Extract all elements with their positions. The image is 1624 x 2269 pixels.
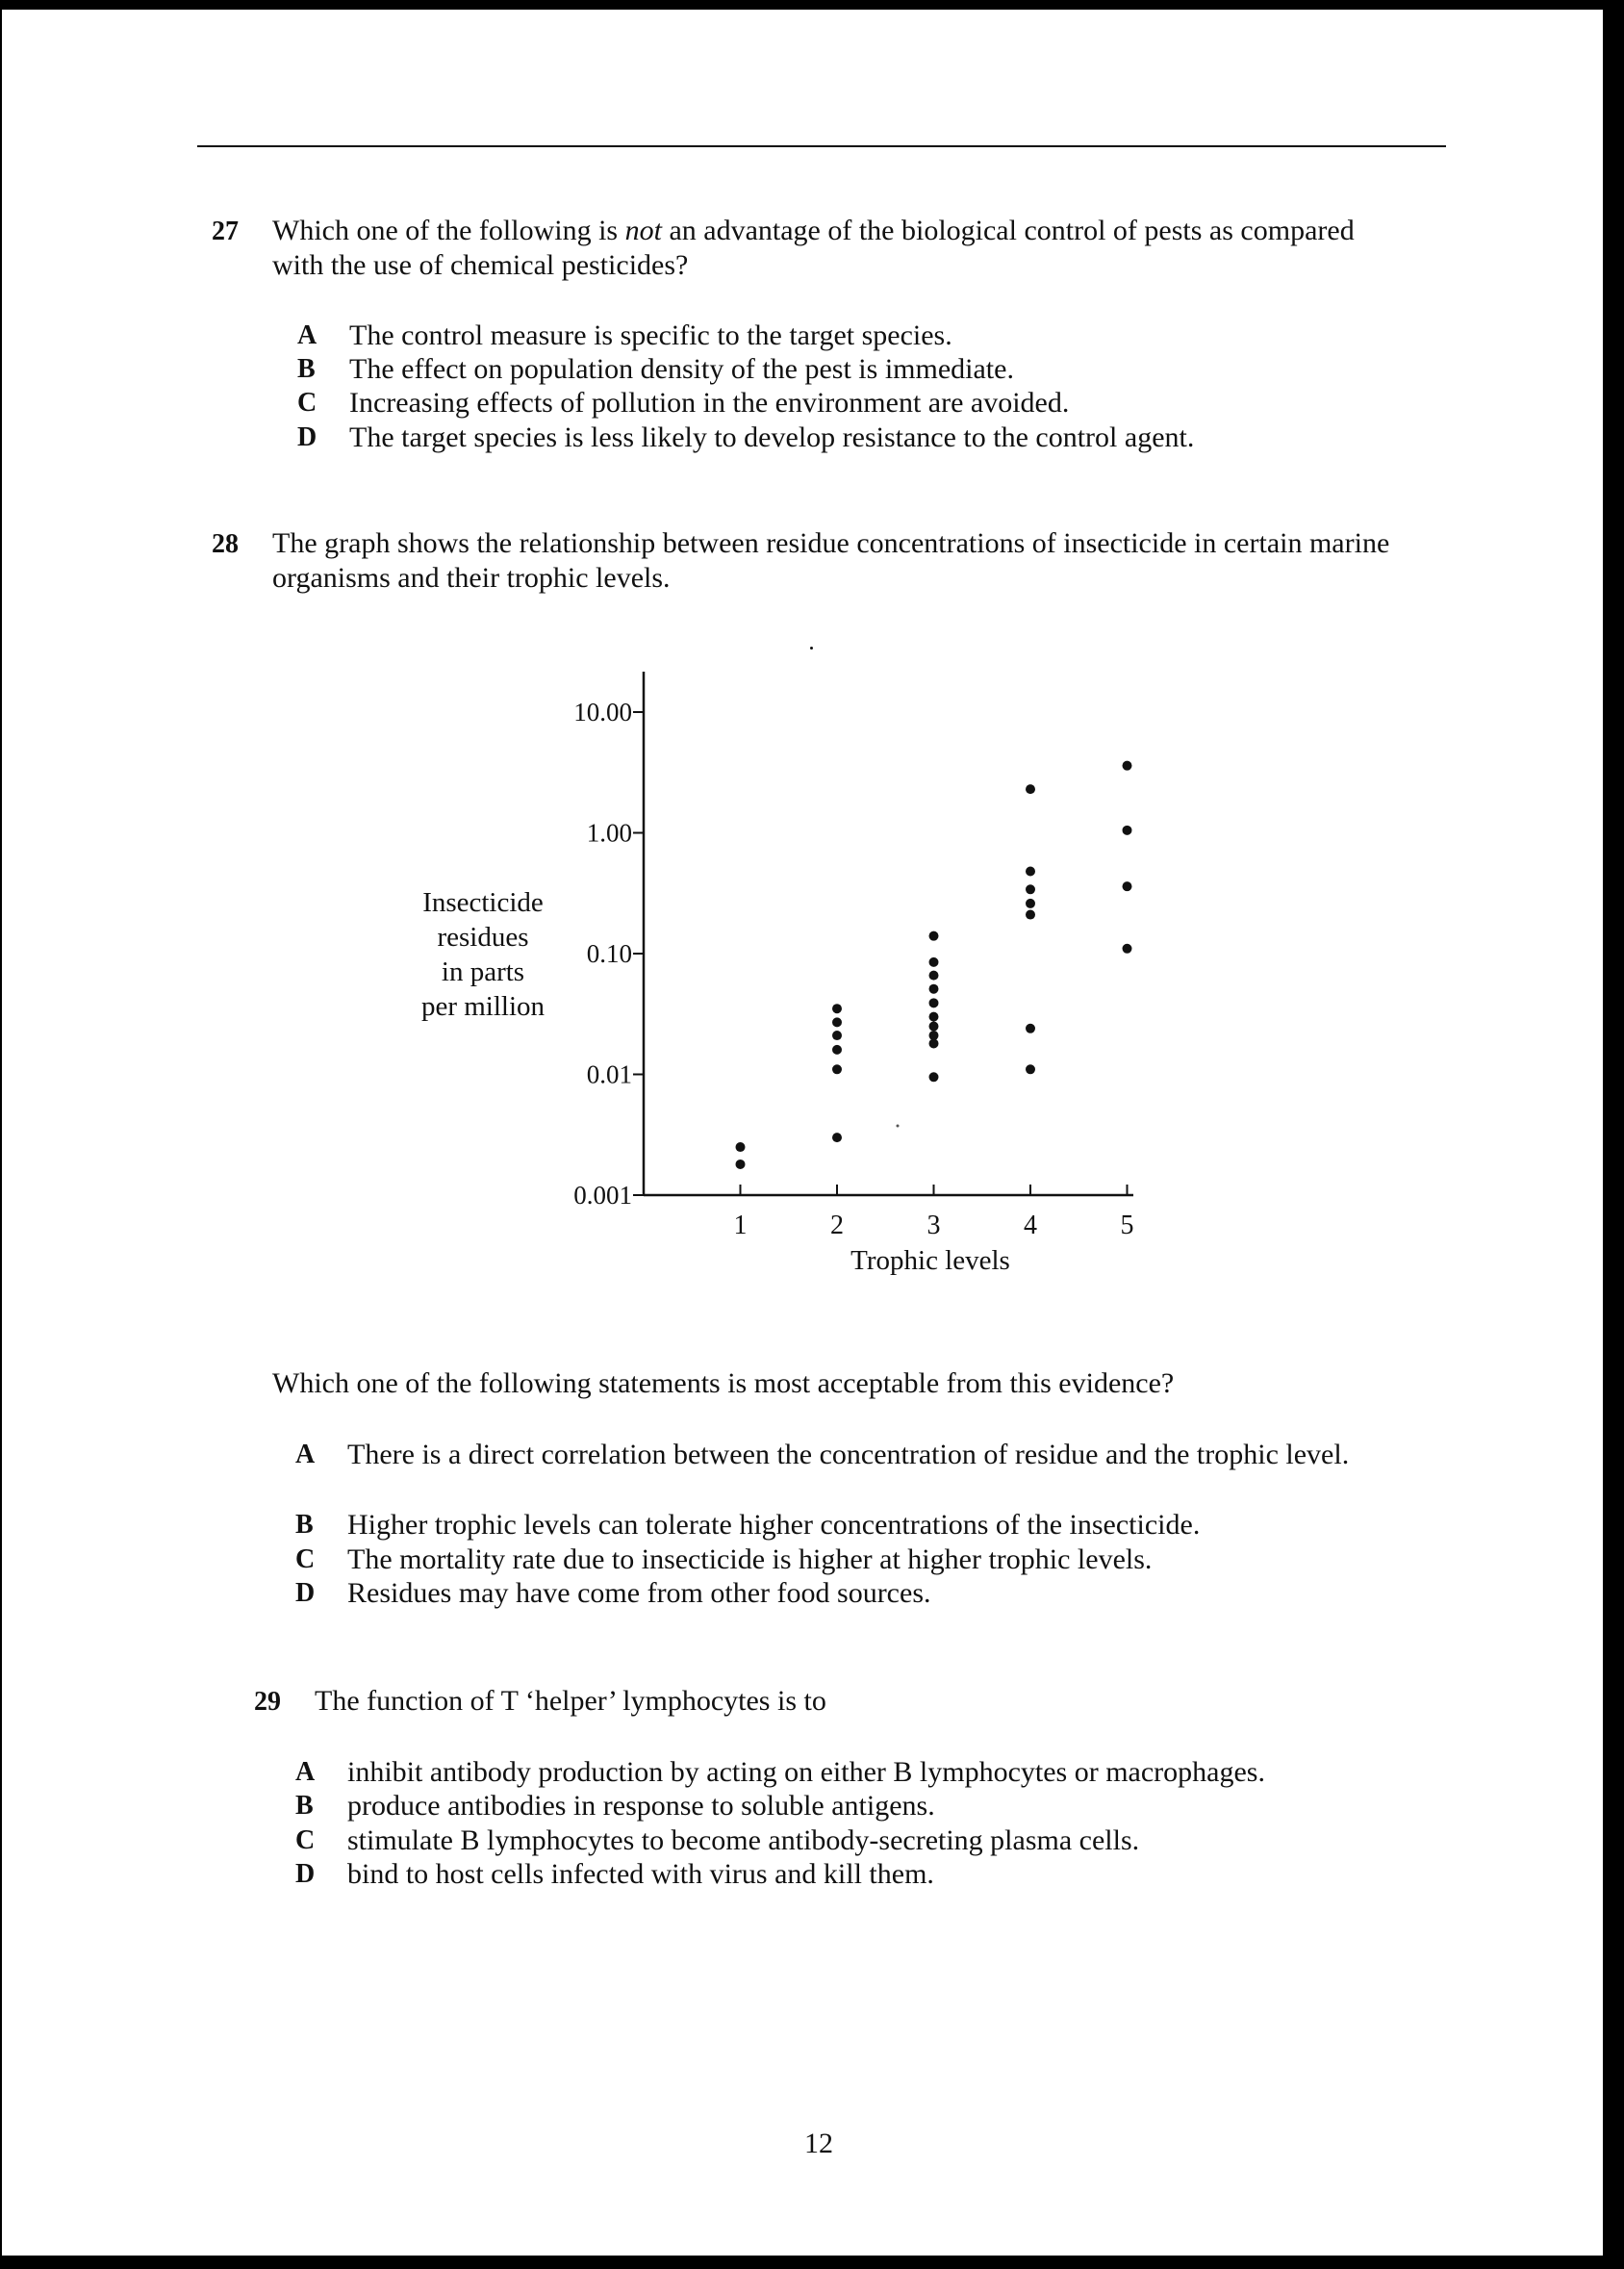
- option-text: The control measure is specific to the target species.: [349, 319, 952, 351]
- data-point: [832, 1064, 842, 1074]
- data-point: [929, 931, 939, 941]
- option-letter: A: [297, 320, 317, 350]
- data-point: [929, 1022, 939, 1032]
- y-axis-title-line: per million: [420, 991, 546, 1022]
- data-point: [1026, 867, 1035, 877]
- option-letter: B: [295, 1791, 314, 1821]
- data-point: [929, 1012, 939, 1022]
- option-letter: B: [295, 1510, 314, 1540]
- y-tick-label: 0.10: [586, 939, 632, 968]
- option-letter: D: [297, 422, 317, 452]
- data-point: [832, 1017, 842, 1027]
- data-point: [929, 984, 939, 994]
- option-letter: A: [295, 1440, 316, 1469]
- exam-page: [2, 10, 1603, 2256]
- option-letter: D: [295, 1578, 316, 1608]
- data-point: [1026, 899, 1035, 908]
- q29-number: 29: [254, 1687, 281, 1717]
- data-point: [1123, 944, 1132, 954]
- option-letter: D: [295, 1859, 316, 1889]
- y-tick-label: 1.00: [586, 818, 632, 848]
- data-point: [929, 1031, 939, 1040]
- data-point: [832, 1045, 842, 1055]
- y-axis-title-line: in parts: [441, 956, 525, 987]
- scan-speck: [810, 647, 813, 650]
- option-letter: C: [295, 1544, 316, 1574]
- option-text: stimulate B lymphocytes to become antibody-secreting plasma cells.: [347, 1824, 1140, 1856]
- q27-number: 27: [212, 217, 239, 246]
- option-text: There is a direct correlation between the concentration of residue and the trophic level.: [347, 1439, 1350, 1470]
- data-point: [1123, 761, 1132, 771]
- x-tick-label: 5: [1120, 1211, 1134, 1240]
- data-point: [929, 998, 939, 1007]
- data-point: [1026, 1064, 1035, 1074]
- option-letter: C: [297, 388, 317, 418]
- data-point: [1026, 784, 1035, 794]
- option-text: Increasing effects of pollution in the environment are avoided.: [349, 387, 1070, 419]
- x-tick-label: 1: [733, 1211, 748, 1240]
- option-letter: B: [297, 354, 316, 384]
- q29-stem: The function of T ‘helper’ lymphocytes is to: [315, 1685, 826, 1717]
- option-text: produce antibodies in response to soluble antigens.: [347, 1790, 935, 1822]
- page-number: 12: [804, 2128, 833, 2159]
- data-point: [736, 1160, 746, 1169]
- data-point: [929, 1072, 939, 1082]
- q27-stem-post: an advantage of the biological control of pests as compared with the use of chemical pesticides?: [272, 215, 1355, 281]
- data-point: [832, 1004, 842, 1013]
- option-text: The effect on population density of the pest is immediate.: [349, 353, 1014, 385]
- option-text: inhibit antibody production by acting on either B lymphocytes or macrophages.: [347, 1756, 1265, 1788]
- data-point: [929, 971, 939, 981]
- data-point: [1123, 826, 1132, 835]
- data-point: [1026, 910, 1035, 920]
- option-text: Higher trophic levels can tolerate higher concentrations of the insecticide.: [347, 1509, 1201, 1541]
- q27-stem-pre: Which one of the following is: [272, 215, 625, 246]
- option-text: The mortality rate due to insecticide is higher at higher trophic levels.: [347, 1543, 1153, 1575]
- option-letter: C: [295, 1825, 316, 1855]
- y-tick-label: 0.001: [573, 1181, 632, 1210]
- y-axis-title-line: residues: [437, 922, 529, 953]
- option-text: bind to host cells infected with virus and kill them.: [347, 1858, 934, 1890]
- scan-speck: [897, 1125, 900, 1128]
- q27-stem-emphasis: not: [624, 215, 662, 246]
- q28-number: 28: [212, 529, 239, 559]
- option-text: The target species is less likely to develop resistance to the control agent.: [349, 421, 1195, 453]
- x-tick-label: 2: [830, 1211, 844, 1240]
- data-point: [1026, 884, 1035, 894]
- q28-scatter-chart: [2, 10, 1603, 1376]
- q28-question: Which one of the following statements is most acceptable from this evidence?: [272, 1367, 1175, 1399]
- option-letter: A: [295, 1757, 316, 1787]
- y-tick-label: 0.01: [586, 1059, 632, 1089]
- data-point: [736, 1142, 746, 1152]
- data-point: [1123, 881, 1132, 891]
- data-point: [832, 1133, 842, 1142]
- data-point: [1026, 1024, 1035, 1033]
- y-axis-title-line: Insecticide: [422, 887, 544, 918]
- y-tick-label: 10.00: [573, 698, 632, 727]
- data-point: [929, 957, 939, 967]
- x-tick-label: 4: [1024, 1211, 1037, 1240]
- x-axis-title: Trophic levels: [850, 1245, 1010, 1276]
- data-point: [832, 1031, 842, 1040]
- x-tick-label: 3: [926, 1211, 941, 1240]
- q28-stem: The graph shows the relationship between residue concentrations of insecticide in certain marine organisms and their trophic levels.: [272, 527, 1390, 594]
- option-text: Residues may have come from other food sources.: [347, 1577, 931, 1609]
